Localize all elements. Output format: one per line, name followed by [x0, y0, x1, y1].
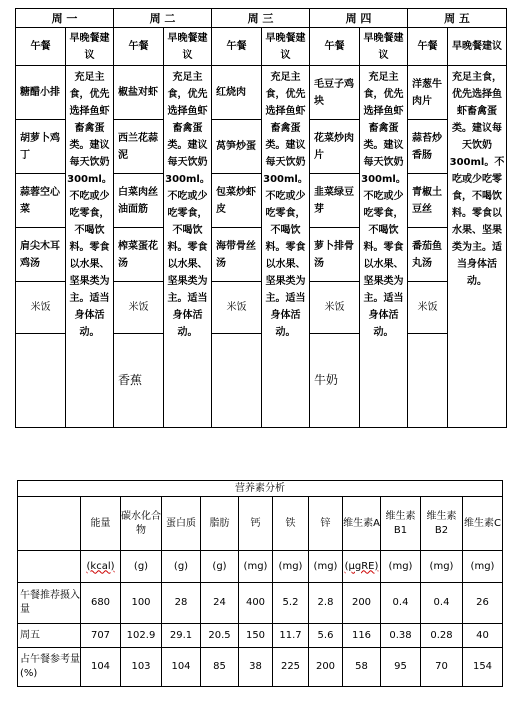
dish-cell: 花菜炒肉片: [310, 120, 360, 174]
meal-advice: 充足主食，优先选择鱼虾畜禽蛋类。建议每天饮奶300ml。不吃或少吃零食，不喝饮料。零食以水果、坚果类为主。适当身体活动。: [164, 66, 212, 428]
value-cell: 0.38: [381, 624, 421, 648]
day-header: 周 一: [16, 9, 114, 28]
value-cell: 104: [81, 648, 121, 687]
staple-cell: 米饭: [408, 282, 448, 334]
staple-cell: 米饭: [310, 282, 360, 334]
weekly-menu-table: [15, 8, 507, 428]
dish-cell: 椒盐对虾: [114, 66, 164, 120]
nutrition-table: [17, 480, 503, 687]
value-cell: 38: [239, 648, 273, 687]
meal-advice: 充足主食，优先选择鱼虾畜禽蛋类。建议每天饮奶300ml。不吃或少吃零食，不喝饮料。零食以水果、坚果类为主。适当身体活动。: [262, 66, 310, 428]
value-cell: 58: [343, 648, 381, 687]
day-header: 周 四: [310, 9, 408, 28]
nutrient-name: 维生素B1: [381, 497, 421, 551]
dish-cell: 青椒土豆丝: [408, 174, 448, 228]
nutrient-name: 脂肪: [201, 497, 239, 551]
advice-header: 早晚餐建议: [164, 28, 212, 66]
unit-cell: (mg): [239, 551, 273, 583]
value-cell: 28: [162, 583, 201, 624]
lunch-header: 午餐: [114, 28, 164, 66]
lunch-header: 午餐: [16, 28, 66, 66]
value-cell: 95: [381, 648, 421, 687]
day-header: 周 三: [212, 9, 310, 28]
value-cell: 5.2: [273, 583, 309, 624]
value-cell: 11.7: [273, 624, 309, 648]
dish-cell: 西兰花蒜泥: [114, 120, 164, 174]
lunch-header: 午餐: [212, 28, 262, 66]
unit-cell: (mg): [463, 551, 503, 583]
extra-cell: [212, 334, 262, 428]
staple-cell: 米饭: [16, 282, 66, 334]
advice-header: 早晚餐建议: [448, 28, 507, 66]
value-cell: 102.9: [121, 624, 162, 648]
blank-cell: [18, 551, 81, 583]
value-cell: 0.4: [381, 583, 421, 624]
meal-advice: 充足主食，优先选择鱼虾畜禽蛋类。建议每天饮奶300ml。不吃或少吃零食，不喝饮料。零食以水果、坚果类为主。适当身体活动。: [448, 66, 507, 428]
dish-cell: 包菜炒虾皮: [212, 174, 262, 228]
value-cell: 20.5: [201, 624, 239, 648]
dish-cell: 毛豆子鸡块: [310, 66, 360, 120]
unit-cell: (mg): [421, 551, 463, 583]
nutrient-name-row: [18, 497, 503, 551]
unit-cell: [81, 551, 121, 583]
unit-row: [18, 551, 503, 583]
lunch-header: 午餐: [310, 28, 360, 66]
blank-cell: [18, 497, 81, 551]
day-header: 周 二: [114, 9, 212, 28]
value-cell: 70: [421, 648, 463, 687]
value-cell: 680: [81, 583, 121, 624]
value-cell: 104: [162, 648, 201, 687]
dish-cell: 红烧肉: [212, 66, 262, 120]
unit-cell: (mg): [381, 551, 421, 583]
value-cell: 707: [81, 624, 121, 648]
advice-header: 早晚餐建议: [66, 28, 114, 66]
lunch-header: 午餐: [408, 28, 448, 66]
nutrient-name: 维生素C: [463, 497, 503, 551]
advice-header: 早晚餐建议: [262, 28, 310, 66]
table-row: [18, 648, 503, 687]
value-cell: 5.6: [309, 624, 343, 648]
unit-cell: (g): [201, 551, 239, 583]
value-cell: 150: [239, 624, 273, 648]
day-header-row: [16, 9, 507, 28]
dish-cell: 莴笋炒蛋: [212, 120, 262, 174]
value-cell: 116: [343, 624, 381, 648]
meal-advice: 充足主食，优先选择鱼虾畜禽蛋类。建议每天饮奶300ml。不吃或少吃零食，不喝饮料。零食以水果、坚果类为主。适当身体活动。: [360, 66, 408, 428]
nutrition-caption: 营养素分析: [18, 481, 503, 497]
unit-cell: (mg): [273, 551, 309, 583]
extra-cell: 牛奶: [310, 334, 360, 428]
extra-cell: [16, 334, 66, 428]
staple-cell: 米饭: [114, 282, 164, 334]
table-row: [18, 624, 503, 648]
row-label: 周五: [18, 624, 81, 648]
unit-text: (μgRE): [344, 560, 379, 572]
day-header: 周 五: [408, 9, 507, 28]
nutrient-name: 维生素B2: [421, 497, 463, 551]
value-cell: 200: [343, 583, 381, 624]
value-cell: 85: [201, 648, 239, 687]
column-header-row: [16, 28, 507, 66]
value-cell: 400: [239, 583, 273, 624]
value-cell: 225: [273, 648, 309, 687]
dish-cell: 榨菜蛋花汤: [114, 228, 164, 282]
value-cell: 154: [463, 648, 503, 687]
dish-cell: 白菜肉丝油面筋: [114, 174, 164, 228]
value-cell: 103: [121, 648, 162, 687]
nutrient-name: 维生素A: [343, 497, 381, 551]
row-label: 占午餐参考量(%): [18, 648, 81, 687]
value-cell: 0.28: [421, 624, 463, 648]
dish-cell: 胡萝卜鸡丁: [16, 120, 66, 174]
dish-cell: 洋葱牛肉片: [408, 66, 448, 120]
dish-row: [16, 66, 507, 120]
unit-cell: [343, 551, 381, 583]
dish-cell: 糖醋小排: [16, 66, 66, 120]
unit-cell: (g): [121, 551, 162, 583]
dish-cell: 韭菜绿豆芽: [310, 174, 360, 228]
table-row: [18, 583, 503, 624]
row-label: 午餐推荐摄入量: [18, 583, 81, 624]
unit-text: (kcal): [86, 560, 115, 572]
value-cell: 24: [201, 583, 239, 624]
dish-cell: 蒜苔炒香肠: [408, 120, 448, 174]
nutrient-name: 蛋白质: [162, 497, 201, 551]
unit-cell: (mg): [309, 551, 343, 583]
value-cell: 26: [463, 583, 503, 624]
meal-advice: 充足主食，优先选择鱼虾畜禽蛋类。建议每天饮奶300ml。不吃或少吃零食，不喝饮料。零食以水果、坚果类为主。适当身体活动。: [66, 66, 114, 428]
extra-cell: [408, 334, 448, 428]
nutrient-name: 能量: [81, 497, 121, 551]
value-cell: 0.4: [421, 583, 463, 624]
dish-cell: 海带骨丝汤: [212, 228, 262, 282]
nutrient-name: 碳水化合物: [121, 497, 162, 551]
value-cell: 200: [309, 648, 343, 687]
nutrient-name: 铁: [273, 497, 309, 551]
nutrient-name: 钙: [239, 497, 273, 551]
dish-cell: 萝卜排骨汤: [310, 228, 360, 282]
unit-cell: (g): [162, 551, 201, 583]
advice-header: 早晚餐建议: [360, 28, 408, 66]
value-cell: 2.8: [309, 583, 343, 624]
dish-cell: 肩尖木耳鸡汤: [16, 228, 66, 282]
dish-cell: 番茄鱼丸汤: [408, 228, 448, 282]
value-cell: 40: [463, 624, 503, 648]
nutrient-name: 锌: [309, 497, 343, 551]
staple-cell: 米饭: [212, 282, 262, 334]
value-cell: 100: [121, 583, 162, 624]
value-cell: 29.1: [162, 624, 201, 648]
dish-cell: 蒜蓉空心菜: [16, 174, 66, 228]
extra-cell: 香蕉: [114, 334, 164, 428]
